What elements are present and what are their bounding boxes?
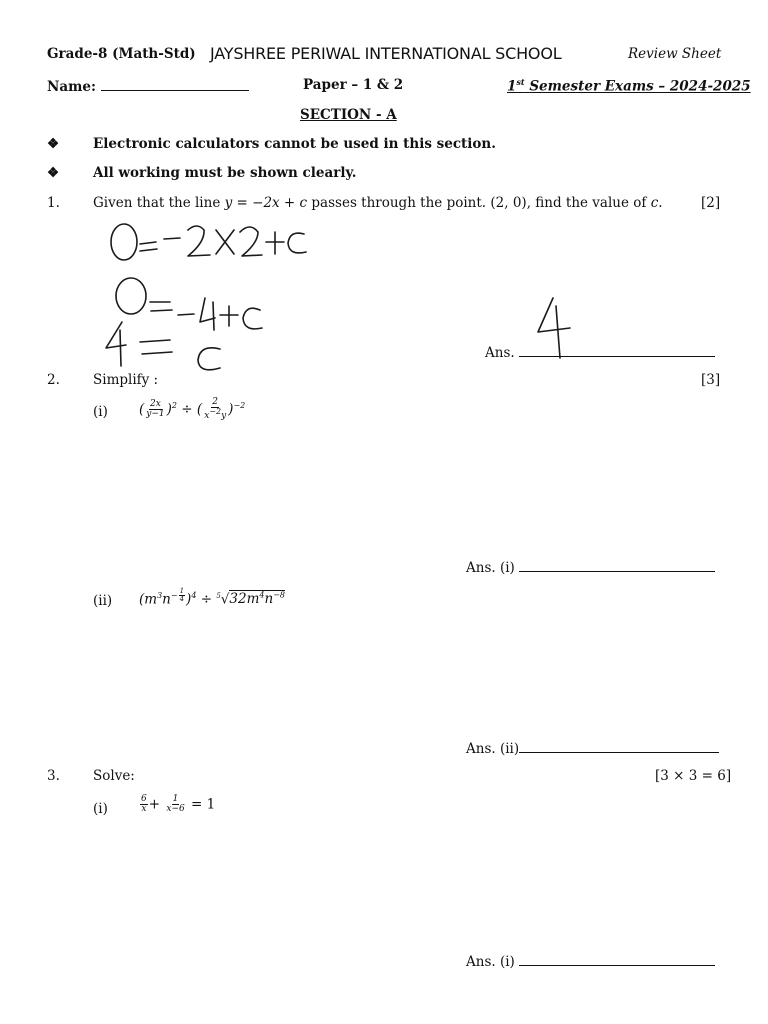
question-2-part-ii-answer: Ans. (ii) — [466, 739, 719, 757]
question-1-answer: Ans. — [485, 343, 715, 361]
question-3-part-i-expression: $\frac{6}{x}$ + $\frac{1}{x-6}$ = 1 — [141, 794, 216, 815]
handwriting-line-1 — [111, 224, 306, 260]
question-2-part-i-label: (i) — [93, 404, 108, 420]
question-2-part-ii-expression: ($m^3n^{- \frac{1}{4}}$ )$^4 \div ^5√32m^4n^{-8}$ — [139, 587, 285, 608]
paper-label: Paper – 1 & 2 — [303, 77, 404, 93]
exam-title: 1st Semester Exams – 2024-2025 — [507, 77, 751, 95]
question-3-part-i-answer: Ans. (i) — [466, 952, 715, 970]
question-1-number: 1. — [47, 195, 60, 211]
handwriting-line-3 — [106, 322, 220, 370]
question-2-part-ii-answer-line — [519, 739, 719, 753]
question-2-part-i-expression: ( $\frac{2x}{y-1}$ )$^2$ ÷ ( $\frac{2}{x^{-2}y}$ )$^{-2}$ — [139, 397, 246, 422]
handwriting-line-2 — [116, 278, 262, 330]
question-2-part-i-answer-line — [519, 558, 715, 572]
instruction-2: All working must be shown clearly. — [93, 165, 357, 181]
instruction-1: Electronic calculators cannot be used in this section. — [93, 136, 496, 152]
question-1-text: Given that the line y = −2x + c passes through the point. (2, 0), find the value of c. — [93, 195, 663, 211]
question-2-number: 2. — [47, 372, 60, 388]
question-2-text: Simplify : — [93, 372, 159, 388]
question-2-part-ii-label: (ii) — [93, 593, 113, 609]
question-2-part-i-answer: Ans. (i) — [466, 558, 715, 576]
question-3-part-i-answer-line — [519, 952, 715, 966]
grade-label: Grade-8 (Math-Std) — [47, 46, 196, 62]
review-sheet-label: Review Sheet — [628, 46, 722, 62]
section-title: SECTION - A — [300, 107, 397, 123]
question-3-number: 3. — [47, 768, 60, 784]
question-2-marks: [3] — [701, 372, 721, 388]
question-3-marks: [3 × 3 = 6] — [655, 768, 732, 784]
instruction-bullet-icon: ❖ — [47, 136, 60, 152]
instruction-bullet-icon: ❖ — [47, 165, 60, 181]
question-1-marks: [2] — [701, 195, 721, 211]
question-1-answer-line — [519, 343, 715, 357]
question-3-text: Solve: — [93, 768, 135, 784]
name-label: Name: — [47, 79, 96, 95]
question-3-part-i-label: (i) — [93, 801, 108, 817]
school-name: JAYSHREE PERIWAL INTERNATIONAL SCHOOL — [210, 44, 562, 63]
